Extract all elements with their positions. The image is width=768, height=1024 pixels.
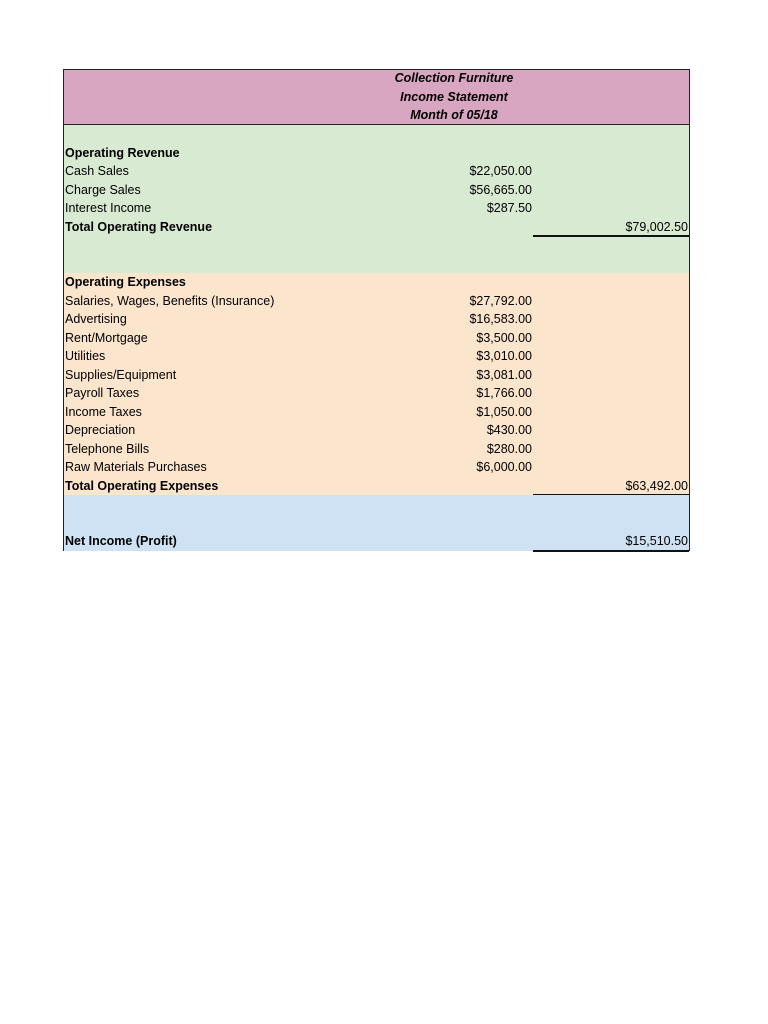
income-statement-sheet [63, 69, 690, 551]
total-underline [533, 550, 689, 552]
revenue-amount: $22,050.00 [469, 164, 532, 178]
net-income-value: $15,510.50 [625, 534, 688, 548]
revenue-row [64, 181, 689, 200]
net-income-section [64, 495, 689, 551]
spacer-row [64, 495, 689, 514]
expense-amount: $3,010.00 [476, 349, 532, 363]
revenue-amount: $287.50 [486, 201, 532, 215]
expense-row [64, 329, 689, 348]
revenue-total-label: Total Operating Revenue [65, 219, 213, 234]
expenses-heading: Operating Expenses [65, 275, 186, 289]
spacer-row [64, 236, 689, 255]
expense-row [64, 366, 689, 385]
company-name: Collection Furniture [394, 71, 514, 86]
revenue-row [64, 199, 689, 218]
expense-row [64, 458, 689, 477]
expense-amount: $280.00 [486, 441, 532, 456]
expense-amount: $1,766.00 [476, 386, 532, 400]
net-income-label: Net Income (Profit) [65, 534, 177, 548]
revenue-label: Charge Sales [65, 182, 141, 197]
expense-amount: $3,500.00 [476, 330, 532, 345]
expense-row [64, 421, 689, 440]
expense-amount: $1,050.00 [476, 404, 532, 419]
expense-label: Utilities [65, 349, 106, 363]
expense-row [64, 347, 689, 366]
expense-amount: $6,000.00 [476, 460, 532, 474]
revenue-total-row [64, 218, 689, 237]
revenue-amount: $56,665.00 [469, 182, 532, 197]
revenue-heading: Operating Revenue [65, 145, 180, 160]
expense-amount: $27,792.00 [469, 293, 532, 308]
expense-label: Depreciation [65, 423, 136, 437]
statement-title: Income Statement [400, 89, 508, 104]
revenue-label: Cash Sales [65, 164, 129, 178]
expense-label: Payroll Taxes [65, 386, 140, 400]
net-income-row [64, 532, 689, 551]
expense-row [64, 384, 689, 403]
expenses-total-label: Total Operating Expenses [65, 478, 219, 493]
expense-amount: $3,081.00 [476, 367, 532, 382]
statement-header [64, 70, 689, 125]
expense-label: Rent/Mortgage [65, 330, 148, 345]
statement-period: Month of 05/18 [410, 108, 498, 123]
expense-label: Raw Materials Purchases [65, 460, 207, 474]
expense-amount: $16,583.00 [469, 312, 532, 326]
spacer-row [64, 255, 689, 274]
expense-label: Telephone Bills [65, 441, 150, 456]
expenses-section [64, 273, 689, 495]
expense-label: Income Taxes [65, 404, 142, 419]
spacer-row [64, 514, 689, 533]
expense-row [64, 403, 689, 422]
expense-label: Advertising [65, 312, 127, 326]
expenses-total-row [64, 477, 689, 496]
expense-amount: $430.00 [486, 423, 532, 437]
expense-row [64, 440, 689, 459]
expense-label: Salaries, Wages, Benefits (Insurance) [65, 293, 275, 308]
revenue-heading-row [64, 144, 689, 163]
expense-row [64, 310, 689, 329]
revenue-row [64, 162, 689, 181]
revenue-label: Interest Income [65, 201, 152, 215]
revenue-total-value: $79,002.50 [625, 219, 688, 234]
expense-label: Supplies/Equipment [65, 367, 177, 382]
revenue-section [64, 125, 689, 273]
expenses-heading-row [64, 273, 689, 292]
expense-row [64, 292, 689, 311]
spacer-row [64, 125, 689, 144]
expenses-total-value: $63,492.00 [625, 478, 688, 493]
total-underline [533, 235, 689, 237]
